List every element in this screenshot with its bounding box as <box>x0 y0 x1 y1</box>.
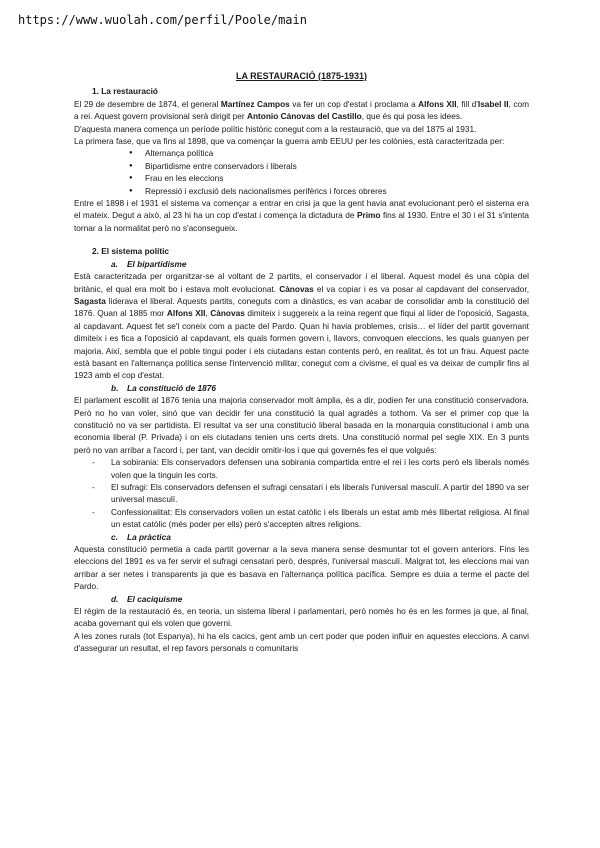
subsection-letter: a. <box>111 258 118 269</box>
subsection-heading-practica <box>111 531 529 543</box>
paragraph: El règim de la restauració és, en teoria, un sistema liberal i parlamentari, però només ho és en les formes ja que, al final, acaba governant qui els volen que governi. <box>74 606 529 629</box>
subsection-title: La pràctica <box>127 531 171 542</box>
text-run: El 29 de desembre de 1874, el general <box>74 98 221 109</box>
dash-list <box>74 456 529 530</box>
bold-text: Sagasta <box>74 295 106 306</box>
bold-text: Isabel II <box>477 98 509 109</box>
paragraph: A les zones rurals (tot Espanya), hi ha els cacics, gent amb un cert poder que poden influir en aquestes eleccions. A canvi d'assegurar un resultat, el rep favors personals o comunitaris <box>74 630 529 654</box>
paragraph <box>74 197 529 234</box>
list-item: - Confessionalitat: Els conservadors volien un estat catòlic i els liberals un estat amb més llibertat religiosa. Al final un estat catòlic (més poder per ells) però s'accepten altres religions. <box>74 506 529 531</box>
subsection-letter: c. <box>111 531 118 542</box>
list-item: ● Alternança política <box>74 147 529 159</box>
subsection-title: El caciquisme <box>127 593 183 604</box>
subsection-letter: d. <box>111 593 119 604</box>
subsection-letter: b. <box>111 382 119 393</box>
bullet-list <box>74 147 529 197</box>
text-run: va fer un cop d'estat i proclama a <box>289 98 419 109</box>
paragraph: La primera fase, que va fins al 1898, que va començar la guerra amb EEUU per les colònies, està caracteritzada per: <box>74 136 505 147</box>
paragraph: D'aquesta manera comença un període polític històric conegut com a la restauració, que va del 1875 al 1931. <box>74 123 477 134</box>
paragraph <box>74 98 529 123</box>
bold-text: Alfons XII <box>418 98 457 109</box>
page-url[interactable]: https://www.wuolah.com/perfil/Poole/main <box>18 13 307 27</box>
bold-text: Martínez Campos <box>220 98 290 109</box>
text-run: Està caracteritzada per organitzar-se al voltant de 2 partits, el conservador i el liberal. Aquest model és una còpia del britànic, el qual era molt bo i estava molt evolucionat. <box>74 271 529 294</box>
paragraph: El parlament escollit al 1876 tenia una majoria conservador molt àmplia, és a dir, podien fer una constitució conservadora. Però no ho van voler, sinó que van decidir fer una constitució la qual agradés a tothom. Va ser el primer cop que la constitució no va ser partidista. El resultat va ser una constitució liberal basada en la monarquia constitucional i amb una economia liberal (P. Privada) i on els ciutadans tenien uns certs drets. Una constitució normal pel segle XIX. En 3 punts però no van arribar a l'acord i, per tant, van decidir omitir-los i que qui governés fes el que volgués: <box>74 395 529 455</box>
subsection-title: El bipartidisme <box>127 258 187 269</box>
text-run: , com a rei. Aquest govern provisional serà dirigit per <box>74 98 530 122</box>
list-item: ● Repressió i exclusió dels nacionalismes perifèrics i forces obreres <box>74 185 529 197</box>
list-item: ● Bipartidisme entre conservadors i liberals <box>74 160 529 172</box>
paragraph <box>74 270 529 382</box>
bold-text: Antonio Cánovas del Castillo <box>246 111 362 122</box>
subsection-heading-bipartidisme <box>111 258 529 270</box>
text-run: liderava el liberal. Aquests partits, coneguts com a dinàstics, es van acabar de consolidar amb la constitució del 1876. Quan al 1885 mor <box>74 295 529 319</box>
list-item: - La sobirania: Els conservadors defensen una sobirania compartida entre el rei i les corts però els liberals només volen que la tinguin les corts. <box>74 456 529 481</box>
bold-text: Cànovas <box>210 308 245 319</box>
list-item: - El sufragi: Els conservadors defensen el sufragi censatari i els liberals l'universal masculí. A partir del 1890 va ser universal masculí. <box>74 481 529 506</box>
section-heading-sistema-politic: 2. El sistema polític <box>92 246 170 257</box>
subsection-heading-constitucio <box>111 382 529 394</box>
bold-text: Cànovas <box>279 283 314 294</box>
text-run: , <box>205 308 211 319</box>
text-run: fins al 1930. Entre el 30 i el 31 s'intenta tornar a la normalitat però no s'aconsegueix. <box>74 210 529 233</box>
subsection-title: La constitució de 1876 <box>127 382 216 393</box>
paragraph: Aquesta constitució permetia a cada partit governar a la seva manera sense desmuntar tot el govern anteriors. Fins les eleccions del 1891 es va fer servir el sufragi censatari però, després, l'universal masculí. Malgrat tot, les eleccions mai van arribar a ser netes i transparents ja que es basava en l'alternança política pacífica. Sempre es duia a terme el pacte del Pardo. <box>74 544 529 592</box>
bold-text: Alfons XII <box>166 308 206 319</box>
text-run: el va copiar i es va posar al capdavant del conservador, <box>313 283 530 294</box>
subsection-heading-caciquisme <box>111 593 529 605</box>
text-run: , que és qui posa les idees. <box>361 111 463 122</box>
text-run: , fill d' <box>456 98 478 109</box>
document-page <box>74 70 529 655</box>
section-heading-restauracio: 1. La restauració <box>92 86 158 97</box>
text-run: dimiteix i suggereix a la reina regent que fiqui al líder de l'oposició, Sagasta, al capdavant. Aquest fet se'l coneix com a pacte del Pardo. Quan hi havia problemes, crisis… el líder del partit governant dimiteix i es fica a l'oposició al capdavant, els quals formen govern i, llavors, convoquen eleccions, les quals guanyen per majoria. Així, sembla que el poble tingui poder i els ciutadans estan contents però, en realitat, és tot un frau. Aquest pacte està basant en l'alternança política sense l'intervenció militar, conegut com a civisme, el qual es va deixar de cumplir fins al 1923 amb el cop d'estat. <box>74 308 529 381</box>
text-run: Entre el 1898 i el 1931 el sistema va començar a entrar en crisi ja que la gent havia anat evolucionant però el sistema era el mateix. Degut a això, al 23 hi ha un cop d'estat i comença la dictadura de <box>74 198 529 221</box>
document-title: LA RESTAURACIÓ (1875-1931) <box>235 71 368 81</box>
bold-text: Primo <box>356 210 381 221</box>
list-item: ● Frau en les eleccions <box>74 172 529 184</box>
